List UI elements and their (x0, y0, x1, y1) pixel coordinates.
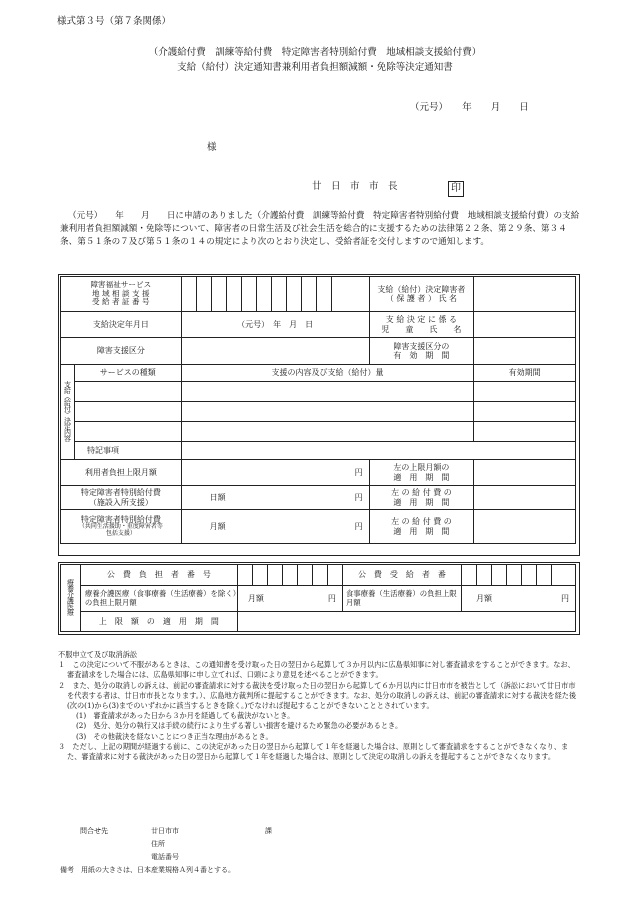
content-row (61, 382, 576, 402)
support-content-header: 支援の内容及び支給（給付）量 (181, 365, 474, 382)
child-value[interactable] (474, 312, 576, 338)
note-2-sub-2: (2) 処分、処分の執行又は手続の続行により生ずる著しい損害を避けるため緊急の必要があるとき。 (76, 721, 403, 731)
monthly-amount-label: 月額 (209, 521, 226, 531)
decided-person-value[interactable] (474, 277, 576, 312)
support-class-period-label: 障害支援区分の 有 効 期 間 (369, 338, 474, 365)
left-benefit-period-label-1: 左 の 給 付 費 の 適 用 期 間 (369, 486, 474, 510)
contact-address: 住所 (151, 840, 165, 848)
care-medical-label: 療養介護医療（食事療養（生活療養）を除く）の負担上限月額 (80, 586, 237, 612)
issuer: 廿 日 市 市 長 (312, 181, 398, 192)
note-2-sub-1: (1) 審査請求があった日から３か月を経過しても裁決がないとき。 (76, 711, 295, 721)
special-notes-label: 特記事項 (74, 442, 181, 460)
content-row (61, 402, 576, 422)
note-3: ３ ただし、上記の期間が経過する前に、この決定があった日の翌日から起算して１年を経過した場合は、原則として審査請求をすることができなくなり、また、審査請求に対する裁決があった日の翌日から起算して１年を経過した場合は、原則として決定の取消しの訴えを提起することができなくなります。 (58, 741, 569, 762)
decided-person-label: 支給（給付）決定障害者 （ 保 護 者 ） 氏 名 (369, 277, 474, 312)
support-class-label: 障害支援区分 (61, 338, 182, 365)
notes-heading: 不服申立て及び取消訴訟 (58, 650, 138, 659)
decision-date-label: 支給決定年月日 (61, 312, 182, 338)
limit-period-value[interactable] (237, 612, 575, 632)
note-1: １ この決定について不服があるときは、この通知書を受け取った日の翌日から起算して３か月以内に広島県知事に対し審査請求をすることができます。なお、審査請求をした場合には、広島県知事に申し立てれば、口頭により意見を述べることができます。 (58, 660, 575, 680)
facility-yen: 円 (354, 492, 363, 502)
payer-no-label: 公 費 負 担 者 番 号 (80, 565, 237, 586)
contact-phone: 電話番号 (151, 853, 179, 861)
service-type-header: サービスの種類 (74, 365, 181, 382)
left-limit-period-value[interactable] (474, 460, 576, 486)
recipient-no-boxes[interactable] (181, 277, 369, 312)
special-notes-value[interactable] (181, 442, 575, 460)
title-line-2: 支給（給付）決定通知書兼利用者負担額減額・免除等決定通知書 (177, 62, 453, 73)
decision-date-value[interactable]: （元号） 年 月 日 (181, 312, 369, 338)
form-number: 様式第３号（第７条関係） (57, 16, 172, 27)
left-limit-period-label: 左の上限月額の 適 用 期 間 (369, 460, 474, 486)
support-class-period-value[interactable] (474, 338, 576, 365)
special-facility-label: 特定障害者特別給付費 （施設入所支援） (61, 486, 182, 510)
group-yen: 円 (354, 521, 363, 531)
content-row (61, 422, 576, 442)
user-burden-label: 利用者負担上限月額 (61, 460, 182, 486)
special-group-label: 特定障害者特別給付費 （共同生活援助・重度障害者等 包括支援） (61, 510, 182, 544)
note-2: ２ また、処分の取消しの訴えは、前記の審査請求に対する裁決を受け取った日の翌日から起算して６か月以内に廿日市市を被告として（訴訟において廿日市市を代表する者は、廿日市市長となります。）、広島地方裁判所に提起することができます。なお、処分の取消しの訴えは、前記の審査請求に対する裁決を経た後(次の(1)から(3)までのいずれかに該当するときを除く。)でなければ提起することができないこととされています。 (58, 680, 577, 711)
contact-label: 問合せ先 (80, 827, 108, 835)
left-benefit-period-value-2[interactable] (474, 510, 576, 544)
meal-label: 食事療養（生活療養）の負担上限月額 (342, 586, 461, 612)
special-group-amount[interactable] (181, 510, 369, 544)
contact-dept: 課 (265, 827, 272, 835)
care-recipient-no-boxes[interactable] (462, 565, 576, 586)
payer-no-boxes[interactable] (237, 565, 342, 586)
remark: 備考 用紙の大きさは、日本産業規格Ａ列４番とする。 (60, 866, 235, 874)
addressee-suffix: 様 (207, 142, 217, 153)
limit-period-label: 上 限 額 の 適 用 期 間 (80, 612, 237, 632)
user-burden-yen[interactable]: 円 (181, 460, 369, 486)
valid-period-header: 有効期間 (474, 365, 576, 382)
daily-amount-label: 日額 (209, 492, 226, 502)
support-class-value[interactable] (181, 338, 369, 365)
care-table (60, 564, 576, 632)
body-text: （元号） 年 月 日に申請のありました（介護給付費 訓練等給付費 特定障害者特別給付費 地域相談支援給付費）の支給兼利用者負担額減額・免除等について、障害者の日常生活及び社会生活を総合的に支援するための法律第２２条、第２９条、第３４条、第５１条の７及び第５１条の１４の規定により次のとおり決定し、受給者証を交付しますので通知します。 (60, 211, 580, 248)
date-line: （元号） 年 月 日 (410, 102, 529, 113)
meal-amount[interactable] (462, 586, 576, 612)
note-2-sub-3: (3) その他裁決を経ないことにつき正当な理由があるとき。 (76, 731, 273, 741)
recipient-no-label: 障害福祉サービス 地 域 相 談 支 援 受 給 者 証 番 号 (61, 277, 182, 312)
special-group-sub: （共同生活援助・重度障害者等 包括支援） (78, 523, 163, 538)
left-benefit-period-value-1[interactable] (474, 486, 576, 510)
care-medical-amount[interactable] (237, 586, 342, 612)
contact-org: 廿日市市 (151, 827, 179, 835)
special-facility-amount[interactable] (181, 486, 369, 510)
care-yen: 円 (327, 593, 336, 603)
recipient-no-label-care: 公 費 受 給 者 番 (342, 565, 461, 586)
notes-section (58, 650, 578, 762)
title-line-1: （介護給付費 訓練等給付費 特定障害者特別給付費 地域相談支援給付費） (148, 47, 482, 58)
main-table (60, 276, 576, 544)
left-benefit-period-label-2: 左 の 給 付 費 の 適 用 期 間 (369, 510, 474, 544)
meal-monthly-label: 月額 (476, 593, 493, 603)
child-label: 支 給 決 定 に 係 る 児 童 氏 名 (369, 312, 474, 338)
care-side-label: 療養介護医療 (61, 565, 81, 632)
seal-stamp: 印 (448, 176, 464, 197)
meal-yen: 円 (561, 593, 569, 603)
content-side-label: 支給（給付）決定内容 (61, 365, 75, 460)
care-monthly-label: 月額 (247, 593, 264, 603)
